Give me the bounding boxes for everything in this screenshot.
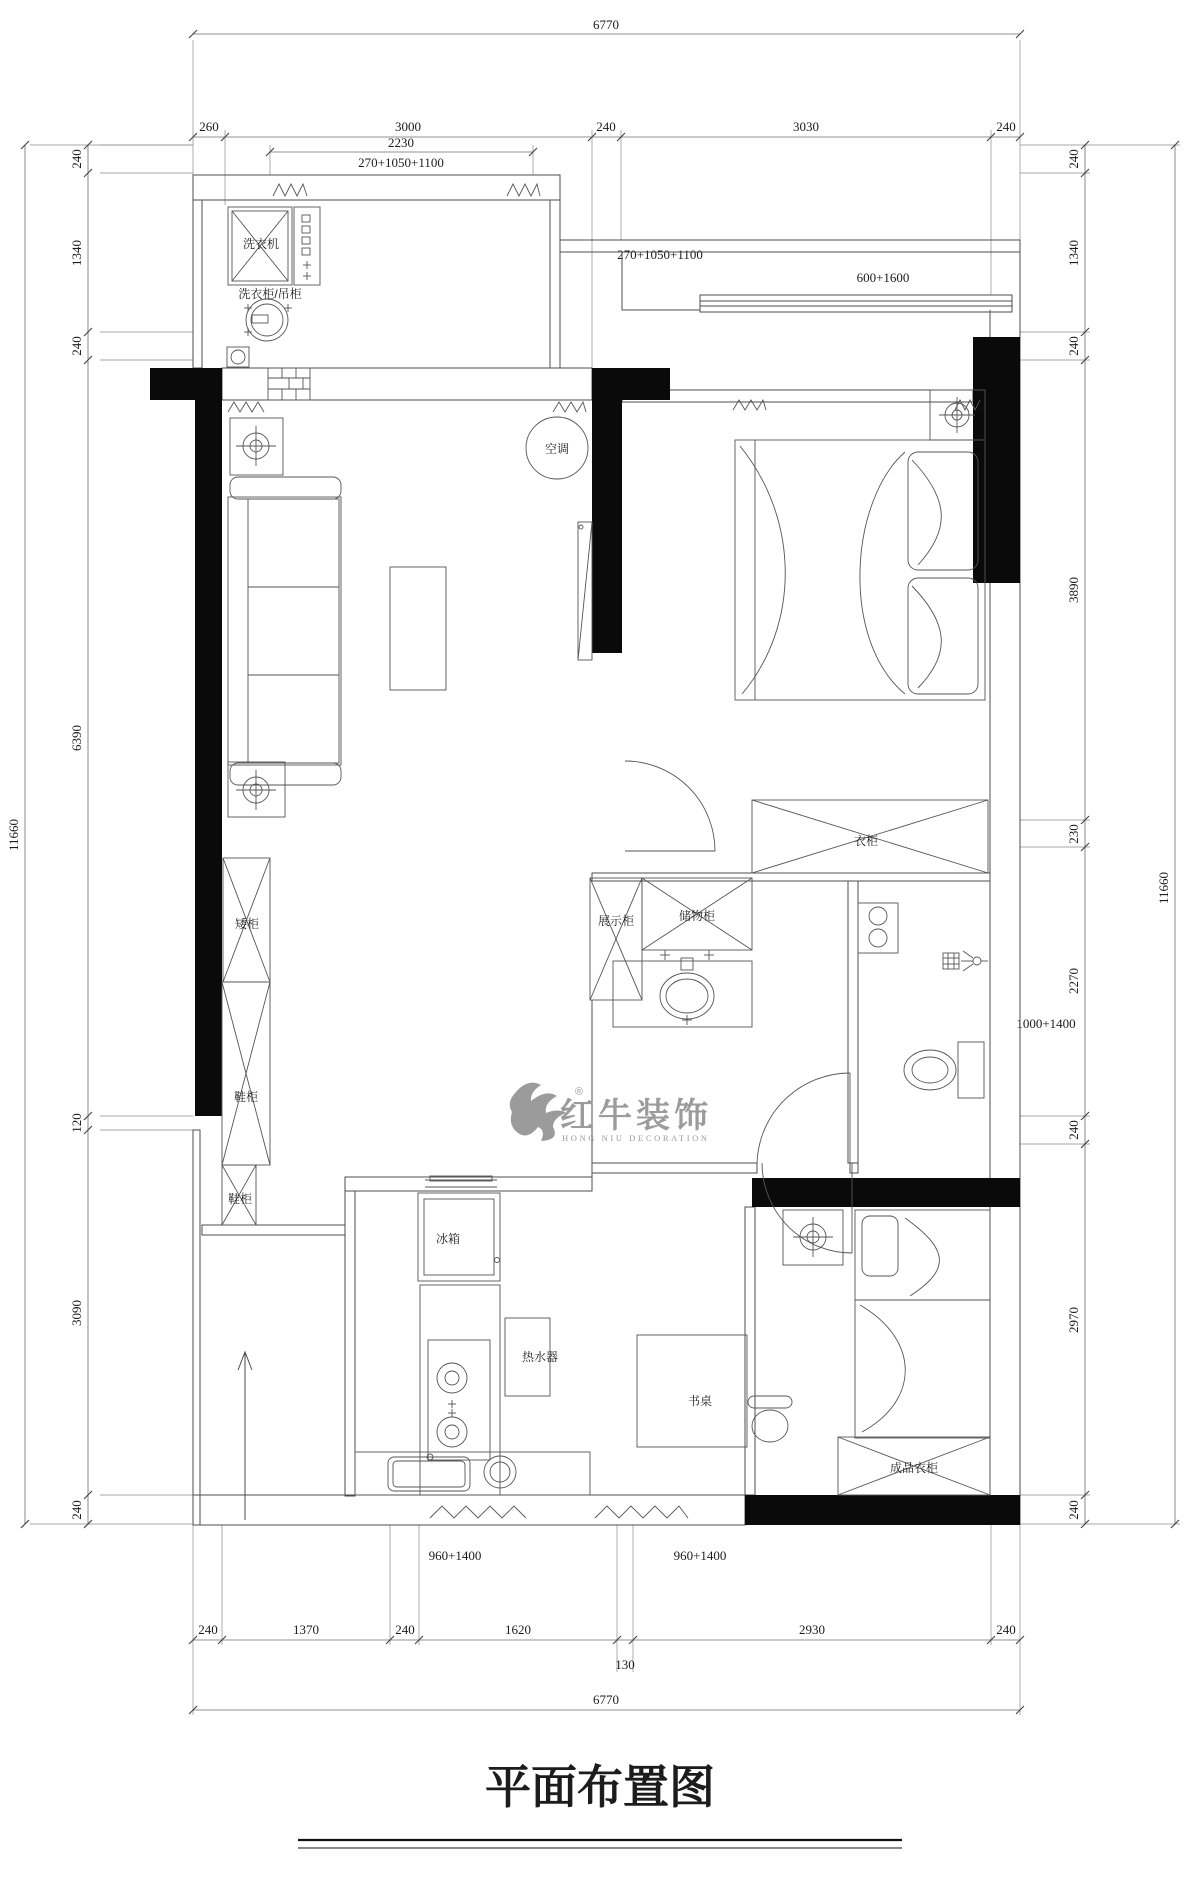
dim-right-total: 11660 (1156, 871, 1171, 905)
ceiling-light (228, 762, 285, 817)
dim-bottom-seg: 2930 (799, 1622, 825, 1637)
dim-right-seg: 2270 (1066, 968, 1081, 994)
dim-top-seg: 260 (199, 119, 219, 134)
dim-bottom-total: 6770 (593, 1692, 619, 1707)
laundry-sink (244, 299, 292, 341)
dim-bottom-seg: 240 (996, 1622, 1016, 1637)
dim-left-seg: 120 (69, 1113, 84, 1133)
dim-right-seg: 1340 (1066, 240, 1081, 266)
dim-right-seg: 3890 (1066, 577, 1081, 603)
dim-left-seg: 1340 (69, 240, 84, 266)
ready-wardrobe-label: 成品衣柜 (889, 1461, 939, 1475)
vanity-sink (613, 950, 752, 1027)
display-cabinet (590, 878, 642, 1000)
kitchen (355, 1176, 590, 1495)
wardrobe-label: 衣柜 (853, 834, 879, 848)
storage-cabinet-label: 储物柜 (678, 909, 716, 923)
dim-right-seg: 240 (1066, 336, 1081, 356)
washbasin-unit (858, 903, 898, 953)
shoe-cabinet-tall (222, 982, 270, 1165)
title-block (298, 1762, 902, 1848)
low-cabinet-label: 矮柜 (234, 917, 260, 931)
dim-right-seg: 240 (1066, 1120, 1081, 1140)
coffee-table (390, 567, 446, 690)
room-labels (228, 236, 938, 1475)
display-cabinet-label: 展示柜 (597, 914, 635, 928)
registered-mark: ® (574, 1086, 584, 1098)
dim-left-seg: 240 (69, 1500, 84, 1520)
dim-left-seg: 6390 (69, 725, 84, 751)
water-heater-label: 热水器 (521, 1350, 559, 1364)
dim-window-right: 600+1600 (856, 270, 910, 285)
tv-unit (578, 522, 592, 660)
desk (637, 1335, 792, 1447)
brick-wall-segment (268, 368, 310, 400)
walls-black (150, 337, 1020, 1525)
sofa (228, 477, 341, 785)
dim-right-seg: 2970 (1066, 1307, 1081, 1333)
desk-label: 书桌 (687, 1394, 713, 1408)
kitchen-counter (355, 1285, 590, 1495)
fridge-label: 冰箱 (435, 1232, 461, 1246)
bedroom-door (625, 761, 715, 851)
bull-logo-icon (510, 1083, 566, 1141)
dim-right-aux: 1000+1400 (1016, 1016, 1076, 1031)
shoe-cabinet-label: 鞋柜 (227, 1192, 253, 1206)
shower-head (943, 951, 988, 971)
floor-drain (227, 347, 249, 367)
dim-right-seg: 240 (1066, 149, 1081, 169)
small-bedroom-door (762, 1163, 852, 1253)
logo-cn-text: 红牛装饰 (560, 1098, 712, 1135)
fridge (418, 1176, 500, 1281)
dim-window-bottom-left: 960+1400 (428, 1548, 482, 1563)
dimension-labels (6, 17, 1171, 1707)
ceiling-light (230, 418, 283, 475)
dim-left-seg: 240 (69, 336, 84, 356)
left-cabinets (222, 858, 270, 1225)
dim-right-seg: 240 (1066, 1500, 1081, 1520)
dim-right-seg: 230 (1066, 824, 1081, 844)
air-conditioner-label: 空调 (544, 442, 570, 456)
dim-bottom-seg: 240 (198, 1622, 218, 1637)
page-title: 平面布置图 (485, 1762, 715, 1813)
dim-top-seg: 240 (596, 119, 616, 134)
dim-top-inner-detail: 270+1050+1100 (358, 155, 444, 170)
dim-top-seg: 3000 (395, 119, 421, 134)
dim-top-inner: 2230 (388, 135, 414, 150)
laundry-cabinet-label: 洗衣柜/吊柜 (238, 287, 302, 301)
dim-bottom-seg: 240 (395, 1622, 415, 1637)
living-room (228, 417, 592, 817)
dim-bottom-seg: 1620 (505, 1622, 531, 1637)
dimension-lines (21, 30, 1179, 1714)
dim-window-bottom-right: 960+1400 (673, 1548, 727, 1563)
ceiling-light (783, 1210, 843, 1265)
shoe-cabinet-label: 鞋柜 (233, 1090, 259, 1104)
dim-bottom-seg: 130 (615, 1657, 635, 1672)
dim-window-mid: 270+1050+1100 (617, 247, 703, 262)
laundry-side-cabinet (294, 207, 320, 285)
master-bedroom (625, 390, 988, 873)
bathroom (757, 903, 988, 1166)
double-bed (735, 440, 985, 700)
dim-top-seg: 240 (996, 119, 1016, 134)
dim-left-total: 11660 (6, 818, 21, 852)
bathroom-door (757, 1073, 850, 1166)
dim-left-seg: 3090 (69, 1300, 84, 1326)
logo-en-text: HONG NIU DECORATION (562, 1133, 710, 1143)
dim-top-seg: 3030 (793, 119, 819, 134)
toilet (904, 1042, 984, 1098)
dim-bottom-seg: 1370 (293, 1622, 319, 1637)
hallway (590, 878, 752, 1027)
small-bedroom (637, 1163, 990, 1495)
dim-left-seg: 240 (69, 149, 84, 169)
dim-top-total: 6770 (593, 17, 619, 32)
single-bed (855, 1210, 990, 1438)
brand-logo (510, 1083, 712, 1143)
washer-label: 洗衣机 (242, 237, 280, 251)
stove (428, 1340, 490, 1460)
